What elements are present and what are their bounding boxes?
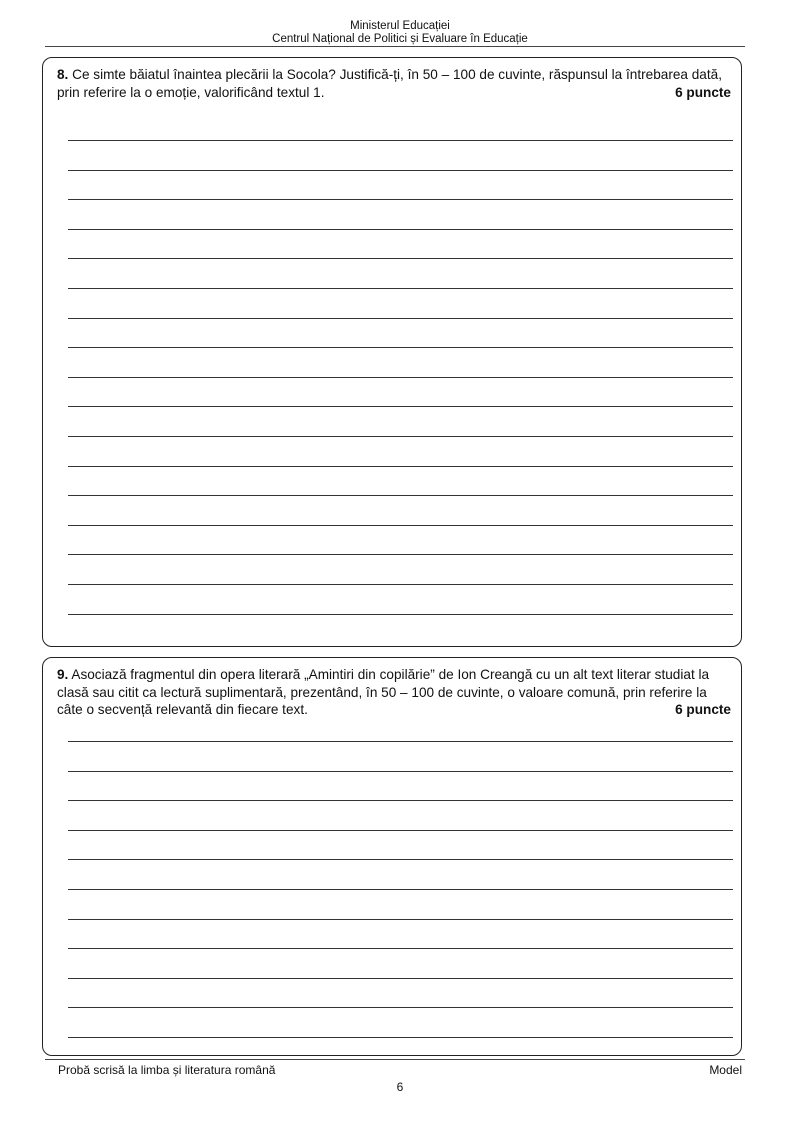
header-divider xyxy=(45,46,745,47)
question-8-text xyxy=(57,66,731,101)
answer-line[interactable] xyxy=(68,318,733,319)
answer-line[interactable] xyxy=(68,800,733,801)
question-points: 6 puncte xyxy=(675,702,731,717)
answer-line[interactable] xyxy=(68,614,733,615)
page-header xyxy=(0,20,800,46)
answer-line[interactable] xyxy=(68,1007,733,1008)
page-number: 6 xyxy=(396,1080,404,1094)
header-ministry: Ministerul Educației xyxy=(350,20,450,32)
answer-line[interactable] xyxy=(68,199,733,200)
answer-line[interactable] xyxy=(68,889,733,890)
answer-line[interactable] xyxy=(68,554,733,555)
answer-line[interactable] xyxy=(68,771,733,772)
question-points: 6 puncte xyxy=(675,84,731,100)
answer-line[interactable] xyxy=(68,584,733,585)
question-9-box xyxy=(42,657,742,1056)
answer-line[interactable] xyxy=(68,466,733,467)
answer-line[interactable] xyxy=(68,406,733,407)
answer-line[interactable] xyxy=(68,1037,733,1038)
question-number: 8. xyxy=(57,67,69,82)
answer-line[interactable] xyxy=(68,525,733,526)
answer-line[interactable] xyxy=(68,288,733,289)
footer-divider xyxy=(45,1059,745,1060)
question-8-box xyxy=(42,57,742,647)
answer-line[interactable] xyxy=(68,495,733,496)
answer-line[interactable] xyxy=(68,859,733,860)
answer-line[interactable] xyxy=(68,140,733,141)
answer-line[interactable] xyxy=(68,377,733,378)
question-number: 9. xyxy=(57,667,69,682)
answer-line[interactable] xyxy=(68,436,733,437)
question-9-text xyxy=(57,666,731,719)
answer-line[interactable] xyxy=(68,258,733,259)
answer-line[interactable] xyxy=(68,948,733,949)
answer-line[interactable] xyxy=(68,830,733,831)
footer-model-label: Model xyxy=(709,1063,742,1077)
answer-line[interactable] xyxy=(68,229,733,230)
answer-line[interactable] xyxy=(68,347,733,348)
footer-exam-title: Probă scrisă la limba și literatura română xyxy=(58,1063,276,1077)
header-center: Centrul Național de Politici și Evaluare în Educație xyxy=(272,33,528,45)
answer-line[interactable] xyxy=(68,919,733,920)
answer-line[interactable] xyxy=(68,741,733,742)
answer-line[interactable] xyxy=(68,978,733,979)
question-prompt: Asociază fragmentul din opera literară „Amintiri din copilărie” de Ion Creangă cu un alt text literar studiat la clasă sau citit ca lectură suplimentară, prezentând, în 50 – 100 de cuvinte, o valoare comună, prin referire la câte o secvență relevantă din fiecare text. xyxy=(57,667,710,717)
question-prompt: Ce simte băiatul înaintea plecării la Socola? Justifică-ți, în 50 – 100 de cuvinte, răspunsul la întrebarea dată, prin referire la o emoție, valorificând textul 1. xyxy=(57,67,722,100)
answer-line[interactable] xyxy=(68,170,733,171)
